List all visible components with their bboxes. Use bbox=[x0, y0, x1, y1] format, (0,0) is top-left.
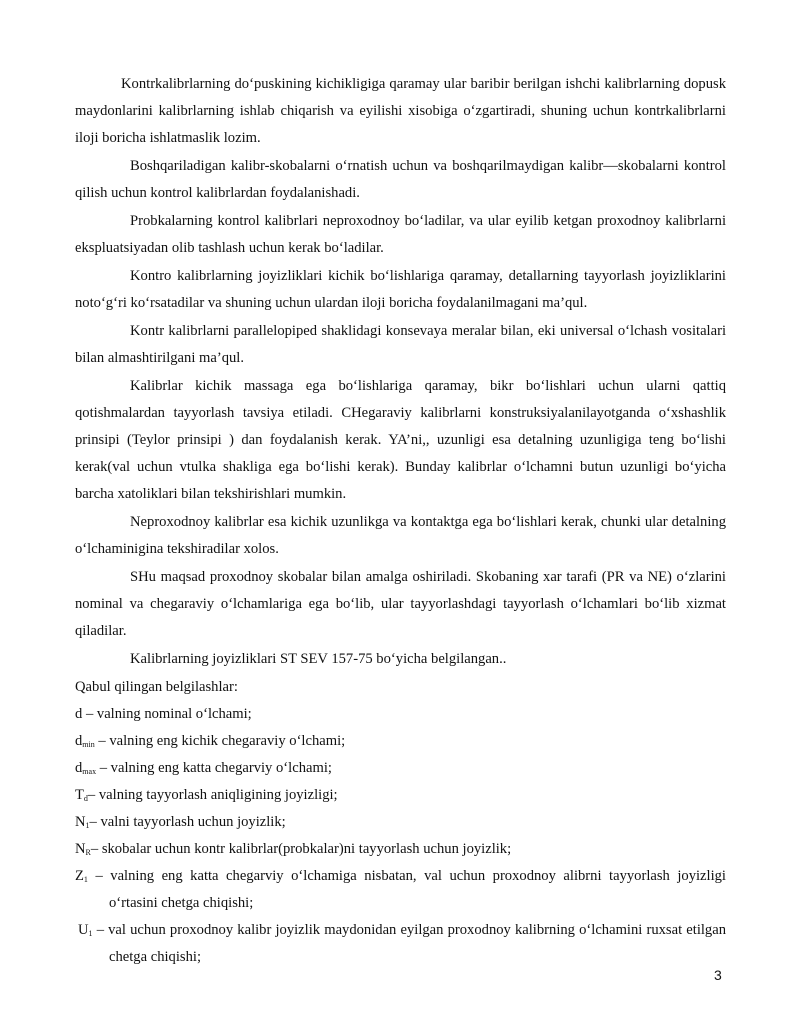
notation-heading: Qabul qilingan belgilashlar: bbox=[75, 679, 238, 695]
notation-text: – val uchun proxodnoy kalibr joyizlik maydonidan eyilgan proxodnoy kalibrning o‘lchamini ruxsat etilgan chetga chiqishi; bbox=[92, 922, 726, 965]
notation-subscript: R bbox=[85, 848, 91, 857]
paragraph: Probkalarning kontrol kalibrlari neproxodnoy bo‘ladilar, va ular eyilib ketgan proxodnoy kalibrlarni ekspluatsiyadan olib tashlash uchun kerak bo‘ladilar. bbox=[75, 213, 726, 256]
notation-text: – valning eng katta chegarviy o‘lchamiga nisbatan, val uchun proxodnoy alibrni tayyorlash joyizligi o‘rtasini chetga chiqishi; bbox=[87, 868, 726, 911]
notation-text: – valning nominal o‘lchami; bbox=[82, 706, 252, 722]
notation-symbol: N bbox=[75, 841, 86, 857]
notation-text: – valning eng kichik chegaraviy o‘lchami; bbox=[94, 733, 346, 749]
paragraph: Kalibrlarning joyizliklari ST SEV 157-75 bo‘yicha belgilangan.. bbox=[130, 651, 507, 667]
notation-symbol: N bbox=[75, 814, 86, 830]
notation-symbol: d bbox=[75, 733, 83, 749]
notation-item bbox=[75, 782, 726, 809]
paragraph: Kalibrlar kichik massaga ega bo‘lishlariga qaramay, bikr bo‘lishlari uchun ularni qattiq qotishmalardan tayyorlash tavsiya etiladi. CHegaraviy kalibrlarni konstruksiyalanilayotganda o‘xshashlik prinsipi (Teylor prinsipi ) dan foydalanish kerak. YA’ni,, uzunligi esa detalning uzunligiga teng bo‘lishi kerak(val uchun vtulka shakliga ega bo‘lishi kerak). Bunday kalibrlar o‘lchamni butun uzunligi bo‘yicha barcha xatoliklari bilan tekshirishlari mumkin. bbox=[75, 378, 726, 502]
notation-text: – skobalar uchun kontr kalibrlar(probkalar)ni tayyorlash uchun joyizlik; bbox=[90, 841, 512, 857]
notation-text: – valning tayyorlash aniqligining joyizligi; bbox=[87, 787, 338, 803]
notation-subscript: d bbox=[83, 794, 88, 803]
notation-text: – valni tayyorlash uchun joyizlik; bbox=[89, 814, 286, 830]
page-number: 3 bbox=[714, 967, 722, 983]
notation-item bbox=[75, 809, 726, 836]
notation-symbol: d bbox=[75, 706, 83, 722]
paragraph: Boshqariladigan kalibr-skobalarni o‘rnatish uchun va boshqarilmaydigan kalibr—skobalarni kontrol qilish uchun kontrol kalibrlardan foydalanishadi. bbox=[75, 158, 726, 201]
notation-subscript: max bbox=[82, 767, 97, 776]
notation-item bbox=[75, 755, 726, 782]
paragraph: Neproxodnoy kalibrlar esa kichik uzunlikga va kontaktga ega bo‘lishlari kerak, chunki ular detalning o‘lchaminigina tekshiradilar xolos. bbox=[75, 514, 726, 557]
notation-symbol: d bbox=[75, 760, 83, 776]
notation-item bbox=[75, 836, 726, 863]
page-content bbox=[75, 71, 726, 971]
paragraph: SHu maqsad proxodnoy skobalar bilan amalga oshiriladi. Skobaning xar tarafi (PR va NE) o‘zlarini nominal va chegaraviy o‘lchamlariga ega bo‘lib, ular tayyorlashdagi tayyorlash o‘lchamlari bo‘lib xizmat qiladilar. bbox=[75, 569, 726, 639]
notation-symbol: Z bbox=[75, 868, 84, 884]
notation-item bbox=[75, 701, 726, 728]
paragraph: Kontr kalibrlarni parallelopiped shaklidagi konsevaya meralar bilan, eki universal o‘lchash vositalari bilan almashtirilgani ma’qul. bbox=[75, 323, 726, 366]
notation-symbol: T bbox=[75, 787, 84, 803]
notation-text: – valning eng katta chegarviy o‘lchami; bbox=[96, 760, 332, 776]
notation-subscript: 1 bbox=[83, 875, 88, 884]
notation-item bbox=[75, 917, 726, 971]
notation-symbol: U bbox=[78, 922, 89, 938]
notation-subscript: min bbox=[82, 740, 95, 749]
notation-item bbox=[75, 863, 726, 917]
notation-subscript: 1 bbox=[85, 821, 90, 830]
notation-item bbox=[75, 728, 726, 755]
paragraph: Kontrkalibrlarning do‘puskining kichikligiga qaramay ular baribir berilgan ishchi kalibrlarning dopusk maydonlarini kalibrlarning ishlab chiqarish va eyilishi xisobiga o‘zgartiradi, shuning uchun kontrkalibrlarni iloji boricha ishlatmaslik lozim. bbox=[75, 76, 726, 146]
paragraph: Kontro kalibrlarning joyizliklari kichik bo‘lishlariga qaramay, detallarning tayyorlash joyizliklarini noto‘g‘ri ko‘rsatadilar va shuning uchun ulardan iloji boricha foydalanilmagani ma’qul. bbox=[75, 268, 726, 311]
notation-subscript: 1 bbox=[88, 929, 93, 938]
